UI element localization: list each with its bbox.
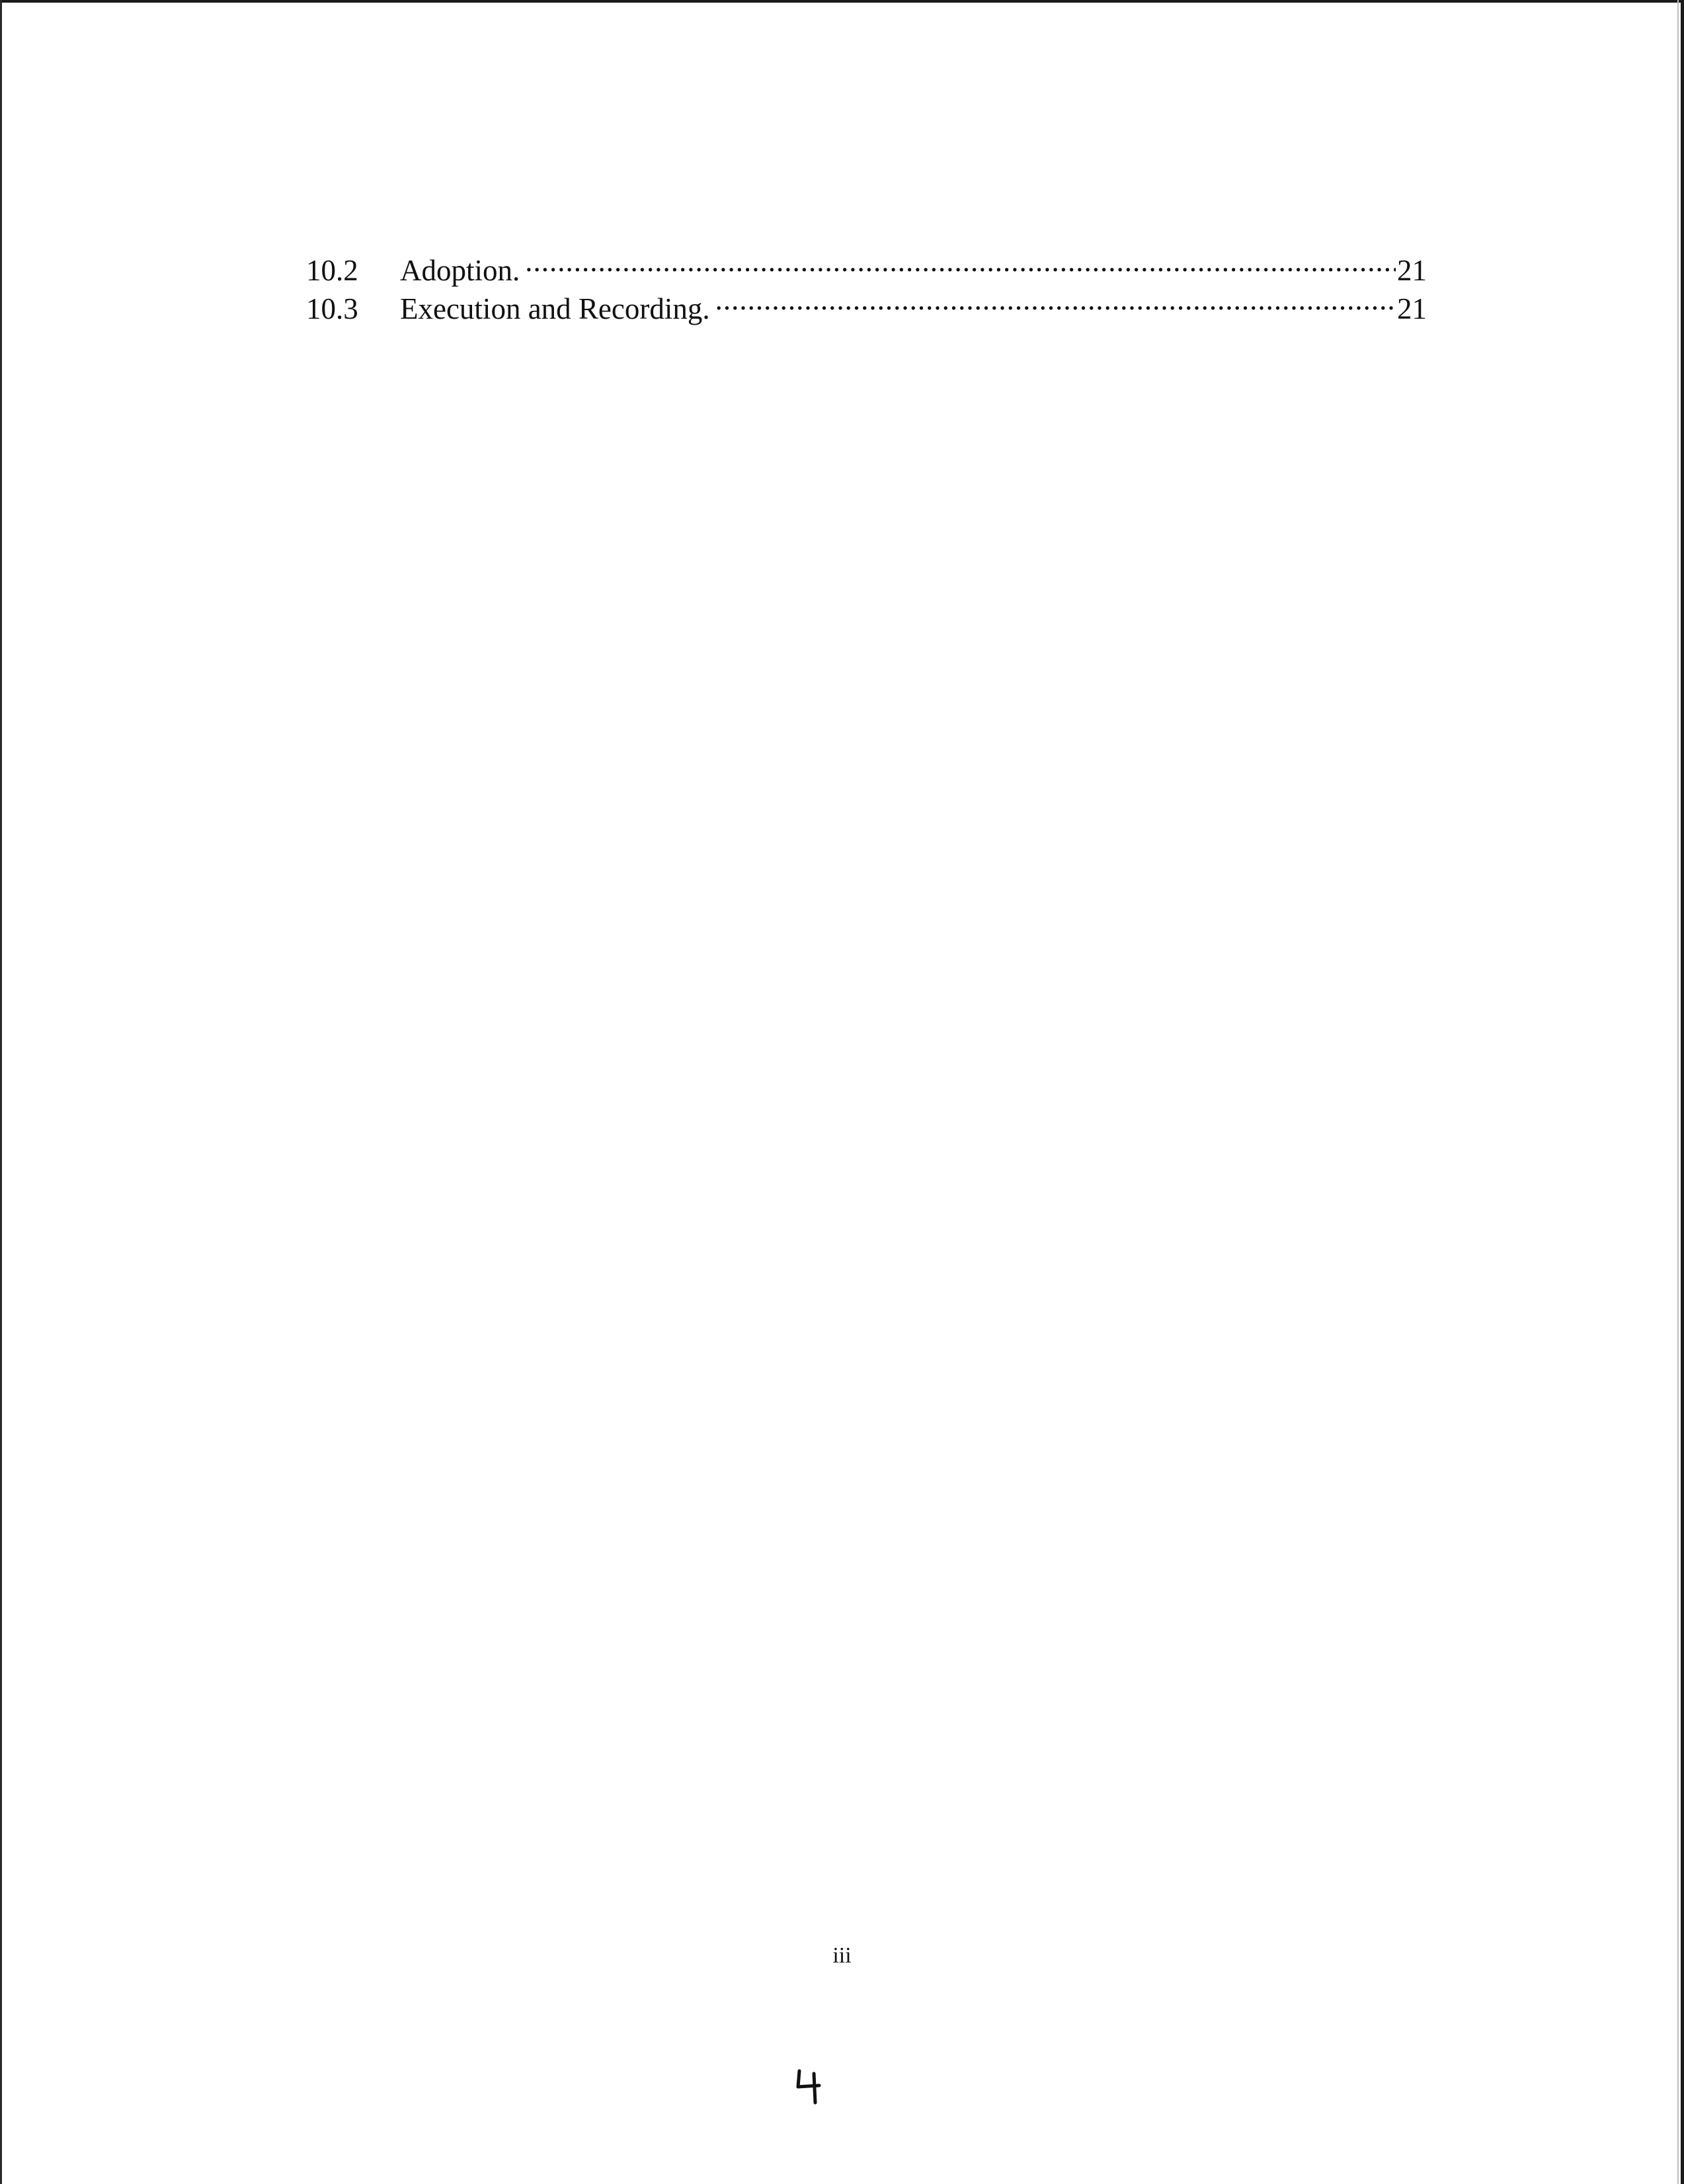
toc-entry-title: Execution and Recording. bbox=[400, 292, 710, 325]
table-of-contents bbox=[306, 242, 1427, 325]
scan-edge-left bbox=[0, 0, 2, 2184]
toc-dot-leader bbox=[715, 280, 1396, 319]
toc-dot-leader bbox=[525, 242, 1396, 280]
toc-entry-page: 21 bbox=[1397, 292, 1427, 325]
toc-entry-number: 10.3 bbox=[306, 292, 358, 325]
toc-entry-title: Adoption. bbox=[400, 254, 520, 287]
toc-entry bbox=[306, 242, 1427, 287]
handwritten-page-number bbox=[794, 2068, 823, 2105]
scan-edge-top bbox=[0, 0, 1684, 3]
scan-edge-right-inner bbox=[1677, 0, 1679, 2184]
page-folio: iii bbox=[832, 1943, 852, 1968]
toc-entry-page: 21 bbox=[1397, 254, 1427, 287]
toc-entry-number: 10.2 bbox=[306, 254, 358, 287]
scan-edge-right bbox=[1681, 0, 1684, 2184]
